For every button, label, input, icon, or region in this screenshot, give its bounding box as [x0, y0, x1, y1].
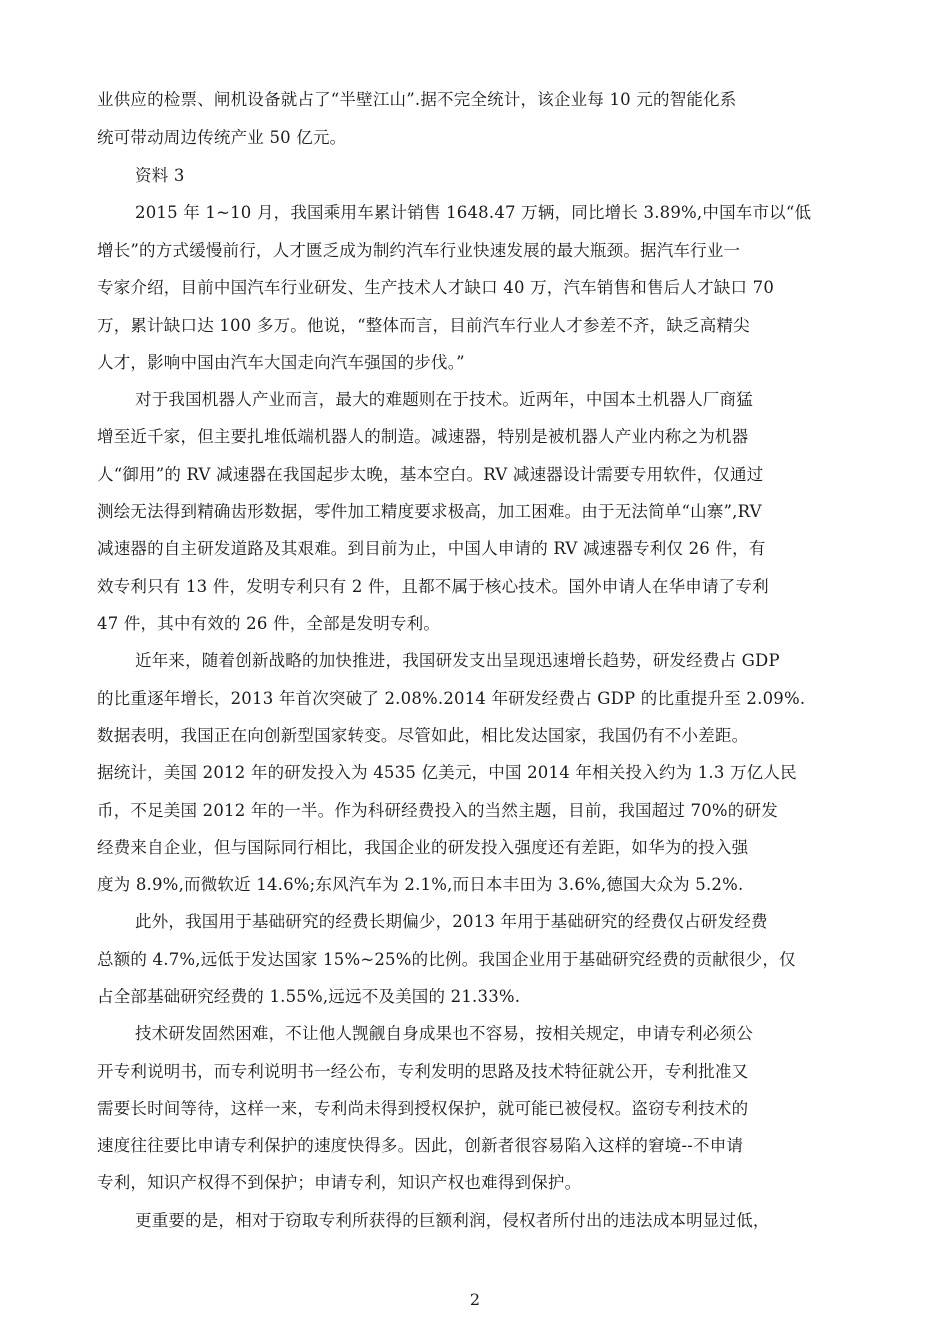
text-line: 减速器的自主研发道路及其艰难。到目前为止，中国人申请的 RV 减速器专利仅 26 件，有 [97, 539, 766, 558]
text-line: 对于我国机器人产业而言，最大的难题则在于技术。近两年，中国本土机器人厂商猛 [135, 390, 753, 409]
text-line: 需要长时间等待，这样一来，专利尚未得到授权保护，就可能已被侵权。盗窃专利技术的 [97, 1099, 749, 1118]
text-line: 此外，我国用于基础研究的经费长期偏少，2013 年用于基础研究的经费仅占研发经费 [135, 912, 768, 931]
text-line: 速度往往要比申请专利保护的速度快得多。因此，创新者很容易陷入这样的窘境--不申请 [97, 1136, 744, 1155]
text-line: 人才，影响中国由汽车大国走向汽车强国的步伐。” [97, 353, 465, 372]
page-number: 2 [469, 1290, 481, 1309]
text-line: 增至近千家，但主要扎堆低端机器人的制造。减速器，特别是被机器人产业内称之为机器 [97, 427, 749, 446]
text-line: 测绘无法得到精确齿形数据，零件加工精度要求极高，加工困难。由于无法简单“山寨”,RV [97, 502, 762, 521]
text-line: 47 件，其中有效的 26 件，全部是发明专利。 [97, 614, 441, 633]
text-line: 更重要的是，相对于窃取专利所获得的巨额利润，侵权者所付出的违法成本明显过低， [135, 1211, 770, 1230]
text-line: 统可带动周边传统产业 50 亿元。 [97, 128, 347, 147]
text-line: 近年来，随着创新战略的加快推进，我国研发支出呈现迅速增长趋势，研发经费占 GDP [135, 651, 780, 670]
section-heading: 资料 3 [135, 166, 185, 185]
text-line: 经费来自企业，但与国际同行相比，我国企业的研发投入强度还有差距，如华为的投入强 [97, 838, 749, 857]
text-line: 的比重逐年增长，2013 年首次突破了 2.08%.2014 年研发经费占 GDP 的比重提升至 2.09%. [97, 689, 806, 708]
text-line: 总额的 4.7%,远低于发达国家 15%~25%的比例。我国企业用于基础研究经费的贡献很少，仅 [97, 950, 796, 969]
text-line: 数据表明，我国正在向创新型国家转变。尽管如此，相比发达国家，我国仍有不小差距。 [97, 726, 749, 745]
text-line: 万，累计缺口达 100 多万。他说，“整体而言，目前汽车行业人才参差不齐，缺乏高精尖 [97, 316, 750, 335]
text-line: 2015 年 1~10 月，我国乘用车累计销售 1648.47 万辆，同比增长 3.89%,中国车市以“低 [135, 203, 812, 222]
text-line: 效专利只有 13 件，发明专利只有 2 件，且都不属于核心技术。国外申请人在华申请了专利 [97, 577, 769, 596]
text-line: 占全部基础研究经费的 1.55%,远远不及美国的 21.33%. [97, 987, 521, 1006]
text-line: 业供应的检票、闸机设备就占了“半壁江山”.据不完全统计，该企业每 10 元的智能化系 [97, 90, 737, 109]
text-line: 据统计，美国 2012 年的研发投入为 4535 亿美元，中国 2014 年相关投入约为 1.3 万亿人民 [97, 763, 797, 782]
text-line: 专利，知识产权得不到保护；申请专利，知识产权也难得到保护。 [97, 1173, 582, 1192]
text-line: 技术研发固然困难，不让他人觊觎自身成果也不容易，按相关规定，申请专利必须公 [135, 1024, 753, 1043]
text-line: 专家介绍，目前中国汽车行业研发、生产技术人才缺口 40 万，汽车销售和售后人才缺口 70 [97, 278, 775, 297]
text-line: 人“御用”的 RV 减速器在我国起步太晚，基本空白。RV 减速器设计需要专用软件，仅通过 [97, 465, 764, 484]
text-line: 增长”的方式缓慢前行，人才匮乏成为制约汽车行业快速发展的最大瓶颈。据汽车行业一 [97, 241, 741, 260]
text-line: 币，不足美国 2012 年的一半。作为科研经费投入的当然主题，目前，我国超过 70%的研发 [97, 801, 778, 820]
text-line: 开专利说明书，而专利说明书一经公布，专利发明的思路及技术特征就公开，专利批准又 [97, 1062, 749, 1081]
text-line: 度为 8.9%,而微软近 14.6%;东风汽车为 2.1%,而日本丰田为 3.6%,德国大众为 5.2%. [97, 875, 744, 894]
